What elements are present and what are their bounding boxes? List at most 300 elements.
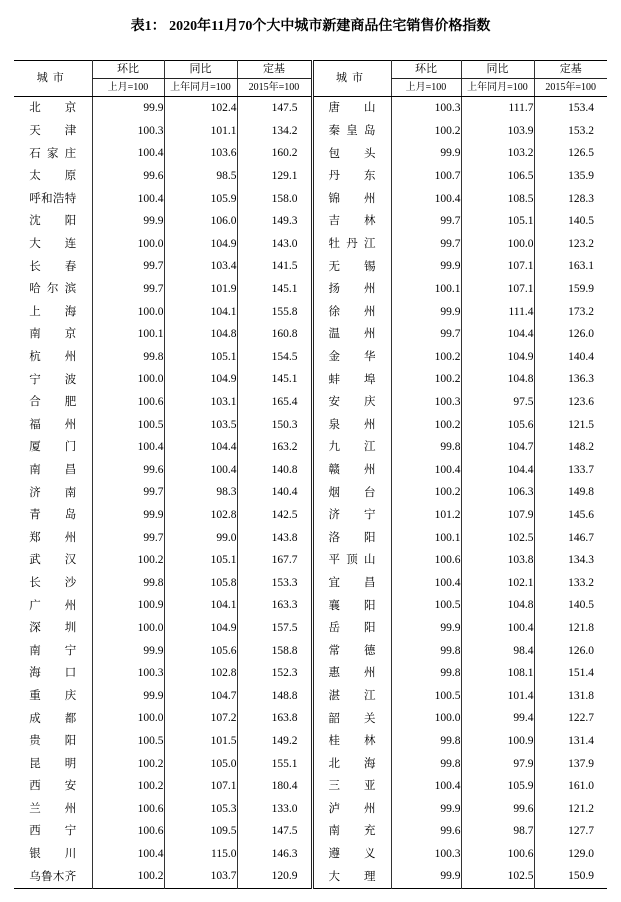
right-city-cell <box>312 730 391 753</box>
left-city-cell <box>14 797 92 820</box>
table-row <box>14 752 607 775</box>
right-fixed-base-label: 2015年=100 <box>534 79 607 97</box>
table-header <box>14 61 607 97</box>
right-fixed-base-index-cell: 131.8 <box>534 684 607 707</box>
right-fixed-base-index-cell: 134.3 <box>534 549 607 572</box>
city-name: 长春 <box>29 260 77 273</box>
right-mom-index-cell: 100.2 <box>391 481 461 504</box>
left-mom-index-cell: 100.0 <box>92 617 164 640</box>
left-mom-index-cell: 100.6 <box>92 797 164 820</box>
right-city-cell <box>312 865 391 888</box>
right-mom-index-cell: 99.9 <box>391 797 461 820</box>
city-name: 济宁 <box>328 509 376 522</box>
right-fixed-base-index-cell: 151.4 <box>534 662 607 685</box>
right-city-cell <box>312 549 391 572</box>
city-name: 济南 <box>29 486 77 499</box>
right-fixed-base-index-cell: 136.3 <box>534 368 607 391</box>
right-fixed-base-index-cell: 140.5 <box>534 210 607 233</box>
left-yoy-index-cell: 98.3 <box>164 481 237 504</box>
right-fixed-base-index-cell: 145.6 <box>534 504 607 527</box>
city-name: 包头 <box>328 147 376 160</box>
left-yoy-index-cell: 105.6 <box>164 639 237 662</box>
table-row <box>14 300 607 323</box>
left-yoy-index-cell: 104.8 <box>164 323 237 346</box>
table-row <box>14 504 607 527</box>
left-fixed-base-index-cell: 157.5 <box>237 617 312 640</box>
city-name: 惠州 <box>328 667 376 680</box>
left-fixed-base-index-cell: 158.8 <box>237 639 312 662</box>
right-mom-index-cell: 99.7 <box>391 233 461 256</box>
left-mom-index-cell: 100.4 <box>92 187 164 210</box>
left-fixed-base-index-cell: 147.5 <box>237 97 312 120</box>
right-city-cell <box>312 481 391 504</box>
left-yoy-index-cell: 101.9 <box>164 278 237 301</box>
left-yoy-index-cell: 104.7 <box>164 684 237 707</box>
left-mom-index-cell: 100.4 <box>92 436 164 459</box>
right-city-cell <box>312 142 391 165</box>
left-mom-index-cell: 99.8 <box>92 571 164 594</box>
right-city-cell <box>312 165 391 188</box>
left-yoy-index-cell: 104.1 <box>164 300 237 323</box>
right-mom-index-cell: 99.9 <box>391 865 461 888</box>
city-name: 沈阳 <box>29 215 77 228</box>
right-mom-index-cell: 100.2 <box>391 413 461 436</box>
left-city-cell <box>14 233 92 256</box>
left-mom-index-cell: 99.7 <box>92 481 164 504</box>
left-fixed-base-index-cell: 165.4 <box>237 391 312 414</box>
table-body <box>14 97 607 889</box>
left-city-cell <box>14 97 92 120</box>
right-yoy-index-cell: 104.9 <box>461 346 534 369</box>
right-mom-index-cell: 100.7 <box>391 165 461 188</box>
left-mom-index-cell: 99.9 <box>92 639 164 662</box>
city-name: 天津 <box>29 125 77 138</box>
right-city-cell <box>312 210 391 233</box>
right-mom-index-cell: 100.1 <box>391 526 461 549</box>
table-row <box>14 617 607 640</box>
left-fixed-base-index-cell: 160.8 <box>237 323 312 346</box>
table-row <box>14 775 607 798</box>
right-fixed-base-index-cell: 133.2 <box>534 571 607 594</box>
left-mom-index-cell: 100.4 <box>92 142 164 165</box>
left-fixed-base-column-header: 定基 <box>237 61 312 79</box>
city-name: 呼和浩特 <box>29 192 77 205</box>
left-yoy-index-cell: 105.8 <box>164 571 237 594</box>
right-yoy-column-header: 同比 <box>461 61 534 79</box>
left-mom-index-cell: 100.4 <box>92 843 164 866</box>
table-row <box>14 526 607 549</box>
right-mom-index-cell: 100.3 <box>391 843 461 866</box>
table-row <box>14 346 607 369</box>
right-city-column-header: 城市 <box>312 61 391 97</box>
left-city-cell <box>14 730 92 753</box>
right-city-cell <box>312 820 391 843</box>
left-fixed-base-index-cell: 154.5 <box>237 346 312 369</box>
left-city-cell <box>14 187 92 210</box>
left-mom-index-cell: 100.6 <box>92 391 164 414</box>
table-row <box>14 865 607 888</box>
table-row <box>14 142 607 165</box>
right-city-cell <box>312 617 391 640</box>
city-name: 桂林 <box>328 735 376 748</box>
right-mom-index-cell: 99.6 <box>391 820 461 843</box>
left-yoy-index-cell: 105.9 <box>164 187 237 210</box>
left-yoy-index-cell: 103.6 <box>164 142 237 165</box>
city-name: 西安 <box>29 780 77 793</box>
city-name: 湛江 <box>328 689 376 702</box>
right-yoy-index-cell: 104.4 <box>461 459 534 482</box>
right-mom-index-cell: 100.1 <box>391 278 461 301</box>
right-yoy-index-cell: 103.9 <box>461 120 534 143</box>
right-city-cell <box>312 323 391 346</box>
left-fixed-base-index-cell: 153.3 <box>237 571 312 594</box>
city-name: 金华 <box>328 351 376 363</box>
left-city-cell <box>14 594 92 617</box>
right-yoy-index-cell: 111.4 <box>461 300 534 323</box>
right-fixed-base-index-cell: 126.0 <box>534 323 607 346</box>
left-city-cell <box>14 142 92 165</box>
city-name: 兰州 <box>29 802 77 815</box>
right-city-cell <box>312 187 391 210</box>
city-name: 上海 <box>29 305 77 318</box>
right-city-cell <box>312 571 391 594</box>
left-city-cell <box>14 120 92 143</box>
right-mom-column-header: 环比 <box>391 61 461 79</box>
city-name: 海口 <box>29 667 77 680</box>
right-fixed-base-index-cell: 153.4 <box>534 97 607 120</box>
left-fixed-base-index-cell: 133.0 <box>237 797 312 820</box>
city-name: 平顶山 <box>328 554 376 567</box>
table-row <box>14 255 607 278</box>
right-yoy-index-cell: 98.4 <box>461 639 534 662</box>
right-mom-index-cell: 100.2 <box>391 346 461 369</box>
left-fixed-base-index-cell: 120.9 <box>237 865 312 888</box>
left-fixed-base-index-cell: 145.1 <box>237 278 312 301</box>
table-row <box>14 323 607 346</box>
right-fixed-base-index-cell: 123.2 <box>534 233 607 256</box>
left-yoy-index-cell: 107.1 <box>164 775 237 798</box>
right-mom-index-cell: 99.9 <box>391 617 461 640</box>
city-name: 昆明 <box>29 757 77 770</box>
left-mom-index-cell: 100.0 <box>92 300 164 323</box>
city-name: 广州 <box>29 599 77 612</box>
right-yoy-index-cell: 106.3 <box>461 481 534 504</box>
right-mom-index-cell: 99.8 <box>391 730 461 753</box>
left-yoy-index-cell: 103.1 <box>164 391 237 414</box>
left-mom-index-cell: 99.9 <box>92 504 164 527</box>
left-mom-index-cell: 100.3 <box>92 662 164 685</box>
left-yoy-index-cell: 104.9 <box>164 233 237 256</box>
table-row <box>14 707 607 730</box>
right-yoy-index-cell: 105.6 <box>461 413 534 436</box>
right-yoy-index-cell: 102.5 <box>461 865 534 888</box>
city-name: 贵阳 <box>29 735 77 748</box>
right-mom-index-cell: 100.6 <box>391 549 461 572</box>
table-row <box>14 97 607 120</box>
left-mom-index-cell: 100.0 <box>92 707 164 730</box>
right-city-cell <box>312 752 391 775</box>
left-yoy-index-cell: 106.0 <box>164 210 237 233</box>
table-row <box>14 436 607 459</box>
table-row <box>14 187 607 210</box>
city-name: 南昌 <box>29 463 77 476</box>
city-name: 泉州 <box>328 418 376 431</box>
right-city-cell <box>312 120 391 143</box>
left-mom-index-cell: 99.9 <box>92 684 164 707</box>
right-yoy-index-cell: 106.5 <box>461 165 534 188</box>
table-row <box>14 684 607 707</box>
left-mom-index-cell: 99.7 <box>92 255 164 278</box>
left-city-cell <box>14 684 92 707</box>
right-city-cell <box>312 594 391 617</box>
left-yoy-index-cell: 115.0 <box>164 843 237 866</box>
left-fixed-base-index-cell: 140.4 <box>237 481 312 504</box>
right-fixed-base-index-cell: 126.0 <box>534 639 607 662</box>
right-yoy-index-cell: 104.8 <box>461 368 534 391</box>
city-name: 西宁 <box>29 825 77 838</box>
right-city-cell <box>312 797 391 820</box>
right-city-cell <box>312 233 391 256</box>
city-name: 常德 <box>328 644 376 657</box>
right-mom-index-cell: 99.7 <box>391 323 461 346</box>
right-city-cell <box>312 368 391 391</box>
right-city-cell <box>312 662 391 685</box>
right-yoy-index-cell: 100.0 <box>461 233 534 256</box>
right-mom-index-cell: 99.8 <box>391 752 461 775</box>
left-yoy-index-cell: 102.8 <box>164 504 237 527</box>
left-city-cell <box>14 752 92 775</box>
city-name: 吉林 <box>328 215 376 228</box>
city-name: 南充 <box>328 825 376 838</box>
left-city-cell <box>14 571 92 594</box>
left-fixed-base-index-cell: 146.3 <box>237 843 312 866</box>
table-row <box>14 210 607 233</box>
left-city-cell <box>14 617 92 640</box>
left-fixed-base-index-cell: 147.5 <box>237 820 312 843</box>
left-yoy-index-cell: 104.9 <box>164 368 237 391</box>
left-city-cell <box>14 639 92 662</box>
left-fixed-base-index-cell: 163.3 <box>237 594 312 617</box>
left-yoy-index-cell: 107.2 <box>164 707 237 730</box>
left-city-cell <box>14 504 92 527</box>
right-yoy-index-cell: 111.7 <box>461 97 534 120</box>
left-city-cell <box>14 300 92 323</box>
right-mom-index-cell: 99.7 <box>391 210 461 233</box>
right-yoy-index-cell: 108.1 <box>461 662 534 685</box>
header-row-bases <box>14 79 607 97</box>
right-fixed-base-index-cell: 149.8 <box>534 481 607 504</box>
city-name: 哈尔滨 <box>29 283 77 296</box>
right-yoy-index-cell: 107.9 <box>461 504 534 527</box>
right-city-cell <box>312 97 391 120</box>
left-city-cell <box>14 865 92 888</box>
right-city-cell <box>312 526 391 549</box>
table-row <box>14 594 607 617</box>
table-row <box>14 165 607 188</box>
left-mom-index-cell: 100.3 <box>92 120 164 143</box>
right-yoy-index-cell: 99.6 <box>461 797 534 820</box>
right-fixed-base-index-cell: 163.1 <box>534 255 607 278</box>
left-mom-index-cell: 100.1 <box>92 323 164 346</box>
right-yoy-index-cell: 97.9 <box>461 752 534 775</box>
city-name: 北海 <box>328 757 376 770</box>
city-name: 秦皇岛 <box>328 125 376 138</box>
table-row <box>14 368 607 391</box>
city-name: 牡丹江 <box>328 238 376 251</box>
right-fixed-base-index-cell: 123.6 <box>534 391 607 414</box>
right-mom-index-cell: 100.4 <box>391 571 461 594</box>
right-fixed-base-index-cell: 133.7 <box>534 459 607 482</box>
price-index-table <box>14 60 607 889</box>
right-fixed-base-index-cell: 153.2 <box>534 120 607 143</box>
city-name: 宜昌 <box>328 576 376 589</box>
city-name: 青岛 <box>29 509 77 522</box>
left-yoy-index-cell: 105.3 <box>164 797 237 820</box>
right-mom-index-cell: 100.2 <box>391 368 461 391</box>
right-mom-index-cell: 100.2 <box>391 120 461 143</box>
left-yoy-column-header: 同比 <box>164 61 237 79</box>
table-row <box>14 459 607 482</box>
left-fixed-base-index-cell: 148.8 <box>237 684 312 707</box>
left-city-cell <box>14 549 92 572</box>
left-yoy-index-cell: 100.4 <box>164 459 237 482</box>
left-city-cell <box>14 255 92 278</box>
left-mom-index-cell: 100.2 <box>92 549 164 572</box>
table-row <box>14 481 607 504</box>
left-yoy-index-cell: 102.4 <box>164 97 237 120</box>
left-mom-index-cell: 99.7 <box>92 278 164 301</box>
right-mom-index-cell: 100.5 <box>391 594 461 617</box>
left-city-cell <box>14 820 92 843</box>
city-name: 九江 <box>328 441 376 454</box>
city-name: 大理 <box>328 870 376 883</box>
left-city-cell <box>14 481 92 504</box>
left-mom-base-label: 上月=100 <box>92 79 164 97</box>
city-name: 杭州 <box>29 351 77 363</box>
left-fixed-base-index-cell: 140.8 <box>237 459 312 482</box>
right-fixed-base-index-cell: 127.7 <box>534 820 607 843</box>
right-city-cell <box>312 504 391 527</box>
left-city-cell <box>14 391 92 414</box>
left-yoy-index-cell: 99.0 <box>164 526 237 549</box>
left-mom-index-cell: 100.2 <box>92 865 164 888</box>
left-yoy-index-cell: 105.1 <box>164 549 237 572</box>
left-mom-index-cell: 100.2 <box>92 775 164 798</box>
left-mom-index-cell: 99.8 <box>92 346 164 369</box>
right-fixed-base-index-cell: 129.0 <box>534 843 607 866</box>
city-name: 石家庄 <box>29 147 77 160</box>
city-name: 长沙 <box>29 576 77 589</box>
city-name: 赣州 <box>328 463 376 476</box>
left-fixed-base-index-cell: 143.0 <box>237 233 312 256</box>
right-fixed-base-index-cell: 140.4 <box>534 346 607 369</box>
left-city-cell <box>14 707 92 730</box>
right-yoy-base-label: 上年同月=100 <box>461 79 534 97</box>
table-row <box>14 843 607 866</box>
left-city-cell <box>14 843 92 866</box>
right-yoy-index-cell: 102.1 <box>461 571 534 594</box>
left-fixed-base-index-cell: 145.1 <box>237 368 312 391</box>
right-fixed-base-index-cell: 128.3 <box>534 187 607 210</box>
left-mom-index-cell: 100.0 <box>92 368 164 391</box>
right-mom-index-cell: 99.8 <box>391 639 461 662</box>
city-name: 遵义 <box>328 848 376 861</box>
right-fixed-base-index-cell: 126.5 <box>534 142 607 165</box>
table-row <box>14 730 607 753</box>
left-fixed-base-index-cell: 163.8 <box>237 707 312 730</box>
left-city-cell <box>14 775 92 798</box>
left-mom-index-cell: 99.9 <box>92 210 164 233</box>
left-yoy-index-cell: 103.4 <box>164 255 237 278</box>
city-name: 乌鲁木齐 <box>29 870 77 883</box>
right-city-cell <box>312 684 391 707</box>
table-row <box>14 797 607 820</box>
right-fixed-base-index-cell: 150.9 <box>534 865 607 888</box>
city-name: 韶关 <box>328 712 376 725</box>
table-row <box>14 278 607 301</box>
left-yoy-index-cell: 104.9 <box>164 617 237 640</box>
city-name: 唐山 <box>328 102 376 115</box>
right-mom-index-cell: 101.2 <box>391 504 461 527</box>
left-mom-index-cell: 100.0 <box>92 233 164 256</box>
city-name: 太原 <box>29 170 77 183</box>
left-yoy-index-cell: 104.1 <box>164 594 237 617</box>
right-yoy-index-cell: 101.4 <box>461 684 534 707</box>
table-row <box>14 391 607 414</box>
header-row-labels <box>14 61 607 79</box>
right-fixed-base-index-cell: 131.4 <box>534 730 607 753</box>
right-fixed-base-index-cell: 121.5 <box>534 413 607 436</box>
table-row <box>14 820 607 843</box>
left-yoy-index-cell: 104.4 <box>164 436 237 459</box>
city-name: 银川 <box>29 848 77 861</box>
city-name: 徐州 <box>328 305 376 318</box>
left-fixed-base-label: 2015年=100 <box>237 79 312 97</box>
left-fixed-base-index-cell: 150.3 <box>237 413 312 436</box>
left-fixed-base-index-cell: 134.2 <box>237 120 312 143</box>
left-city-cell <box>14 210 92 233</box>
right-mom-index-cell: 100.4 <box>391 459 461 482</box>
right-yoy-index-cell: 107.1 <box>461 278 534 301</box>
left-fixed-base-index-cell: 141.5 <box>237 255 312 278</box>
left-mom-index-cell: 100.6 <box>92 820 164 843</box>
left-fixed-base-index-cell: 152.3 <box>237 662 312 685</box>
right-fixed-base-index-cell: 121.8 <box>534 617 607 640</box>
right-mom-index-cell: 99.9 <box>391 255 461 278</box>
right-yoy-index-cell: 99.4 <box>461 707 534 730</box>
left-yoy-index-cell: 109.5 <box>164 820 237 843</box>
right-mom-index-cell: 99.8 <box>391 662 461 685</box>
city-name: 重庆 <box>29 689 77 702</box>
city-name: 武汉 <box>29 554 77 567</box>
table-row <box>14 233 607 256</box>
right-fixed-base-index-cell: 159.9 <box>534 278 607 301</box>
table-row <box>14 120 607 143</box>
right-fixed-base-index-cell: 121.2 <box>534 797 607 820</box>
left-fixed-base-index-cell: 158.0 <box>237 187 312 210</box>
city-name: 郑州 <box>29 531 77 544</box>
right-mom-index-cell: 100.0 <box>391 707 461 730</box>
right-yoy-index-cell: 103.8 <box>461 549 534 572</box>
left-yoy-index-cell: 98.5 <box>164 165 237 188</box>
city-name: 深圳 <box>29 622 77 635</box>
city-name: 福州 <box>29 418 77 431</box>
left-mom-index-cell: 100.5 <box>92 413 164 436</box>
city-name: 温州 <box>328 328 376 341</box>
table-row <box>14 662 607 685</box>
city-name: 岳阳 <box>328 622 376 635</box>
right-yoy-index-cell: 102.5 <box>461 526 534 549</box>
